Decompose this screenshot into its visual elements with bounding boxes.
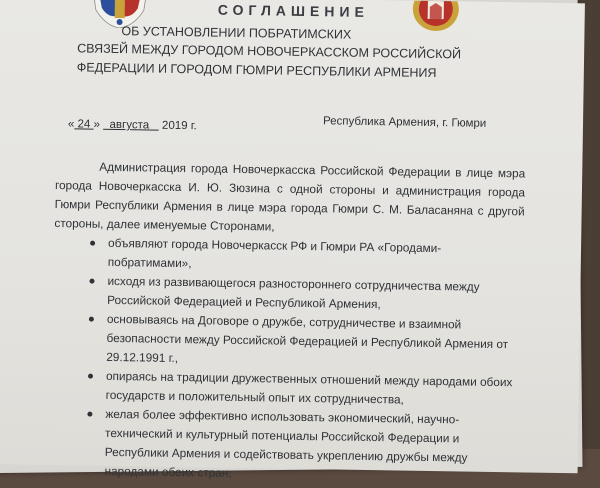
date-day: 24 xyxy=(77,118,91,131)
date-open-quote: « xyxy=(67,118,75,131)
heading-line-1: СВЯЗЕЙ МЕЖДУ ГОРОДОМ НОВОЧЕРКАССКОМ РОССИЙСКОЙ xyxy=(77,41,462,62)
gyumri-coat-of-arms xyxy=(411,1,459,32)
preamble-list xyxy=(50,233,524,487)
date-year: 2019 г. xyxy=(161,119,197,133)
bullet-icon xyxy=(89,317,94,322)
bullet-icon xyxy=(87,412,92,417)
list-item: объявляют города Новочеркасск РФ и Гюмри РА «Городами-побратимами», xyxy=(108,234,525,279)
list-item: основываясь на Договоре о дружбе, сотрудничестве и взаимной безопасности между Российской Федерацией и Республикой Армения от 29.12.1991 г., xyxy=(106,310,523,374)
date-month: августа xyxy=(109,118,150,132)
heading-line-2: ФЕДЕРАЦИИ И ГОРОДОМ ГЮМРИ РЕСПУБЛИКИ АРМЕНИЯ xyxy=(76,60,437,81)
document-body xyxy=(50,157,525,487)
date-close-quote: » xyxy=(93,118,101,131)
document-title: СОГЛАШЕНИЕ xyxy=(217,1,369,20)
list-item: желая более эффективно использовать экономический, научно-технический и культурный потенциалы Российской Федерации и Республики Армения и содействовать укреплению дружбы между народами обеих стран, xyxy=(104,405,521,488)
list-item: исходя из развивающегося разностороннего сотрудничества между Российской Федерацией и Республикой Армения, xyxy=(107,272,524,317)
list-item: опираясь на традиции дружественных отношений между народами обоих государств и положительный опыт их сотрудничества, xyxy=(106,367,523,412)
bullet-icon xyxy=(89,279,94,284)
document-subtitle: ОБ УСТАНОВЛЕНИИ ПОБРАТИМСКИХ xyxy=(121,24,352,42)
signing-place: Республика Армения, г. Гюмри xyxy=(322,115,487,130)
signing-date xyxy=(68,118,197,132)
document-heading xyxy=(77,39,518,84)
bullet-icon xyxy=(88,374,93,379)
intro-paragraph: Администрация города Новочеркасска Российской Федерации в лице мэра города Новочеркасска И. Ю. Зюзина с одной стороны и администрация города Гюмри Республики Армения в лице мэра города Гюмри С. М. Баласаняна с другой стороны, далее именуемые Сторонами, xyxy=(54,159,526,234)
bullet-icon xyxy=(90,241,95,246)
